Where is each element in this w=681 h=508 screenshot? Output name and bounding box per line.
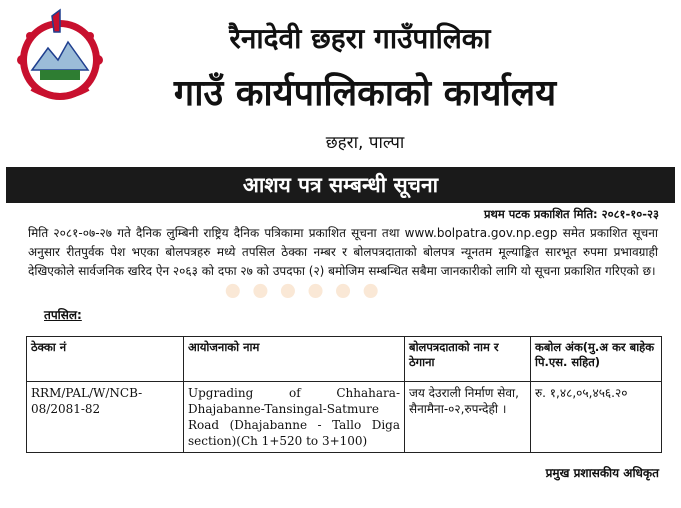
header-bidder: बोलपत्रदाताको नाम र ठेगाना xyxy=(405,337,531,382)
bidder-cell: जय देउराली निर्माण सेवा, सैनामैना-०२,रुपन्देही । xyxy=(405,382,531,453)
office-title: गाउँ कार्यपालिकाको कार्यालय xyxy=(173,73,557,114)
header-bid-amount: कबोल अंक(मु.अ कर बाहेक पि.एस. सहित) xyxy=(531,337,662,382)
municipality-name: रैनादेवी छहरा गाउँपालिका xyxy=(229,22,491,55)
contract-no-cell: RRM/PAL/W/NCB-08/2081-82 xyxy=(27,382,184,453)
header-contract-no: ठेक्का नं xyxy=(27,337,184,382)
notice-body: मिति २०८१-०७-२७ गते दैनिक लुम्बिनी राष्ट्रिय दैनिक पत्रिकामा प्रकाशित सूचना तथा www.bolpatra.gov.np.egp समेत प्रकाशित सूचना अनुसार रीतपुर्वक पेश भएका बोलपत्रहरु मध्ये तपसिल ठेक्का नम्बर र बोलपत्रदाताको बोलपत्र न्यूनतम मूल्याङ्कित सारभूत रुपमा प्रभावग्राही देखिएकोले सार्वजनिक खरिद ऐन २०६३ को दफा २७ को उपदफा (२) बमोजिम सम्बन्धित सबैमा जानकारीको लागि यो सूचना प्रकाशित गरिएको छ। xyxy=(28,226,658,278)
municipality-emblem-icon xyxy=(10,8,110,108)
project-name-cell: Upgrading of Chhahara-Dhajabanne-Tansingal-Satmure Road (Dhajabanne - Tallo Diga section)(Ch 1+520 to 3+100) xyxy=(184,382,405,453)
signatory-title: प्रमुख प्रशासकीय अधिकृत xyxy=(545,466,659,480)
table-header-row xyxy=(27,337,662,382)
notice-banner: आशय पत्र सम्बन्धी सूचना xyxy=(6,167,675,203)
bid-amount-cell: रु. १,४८,०५,४५६.२० xyxy=(531,382,662,453)
header-project-name: आयोजनाको नाम xyxy=(184,337,405,382)
watermark: •••••• xyxy=(220,270,386,316)
first-published-date: प्रथम पटक प्रकाशित मिति: २०८१-१०-२३ xyxy=(483,207,659,221)
table-row xyxy=(27,382,662,453)
office-location: छहरा, पाल्पा xyxy=(325,133,405,153)
intent-letter-table xyxy=(26,336,662,453)
details-label: तपसिल: xyxy=(44,308,82,322)
